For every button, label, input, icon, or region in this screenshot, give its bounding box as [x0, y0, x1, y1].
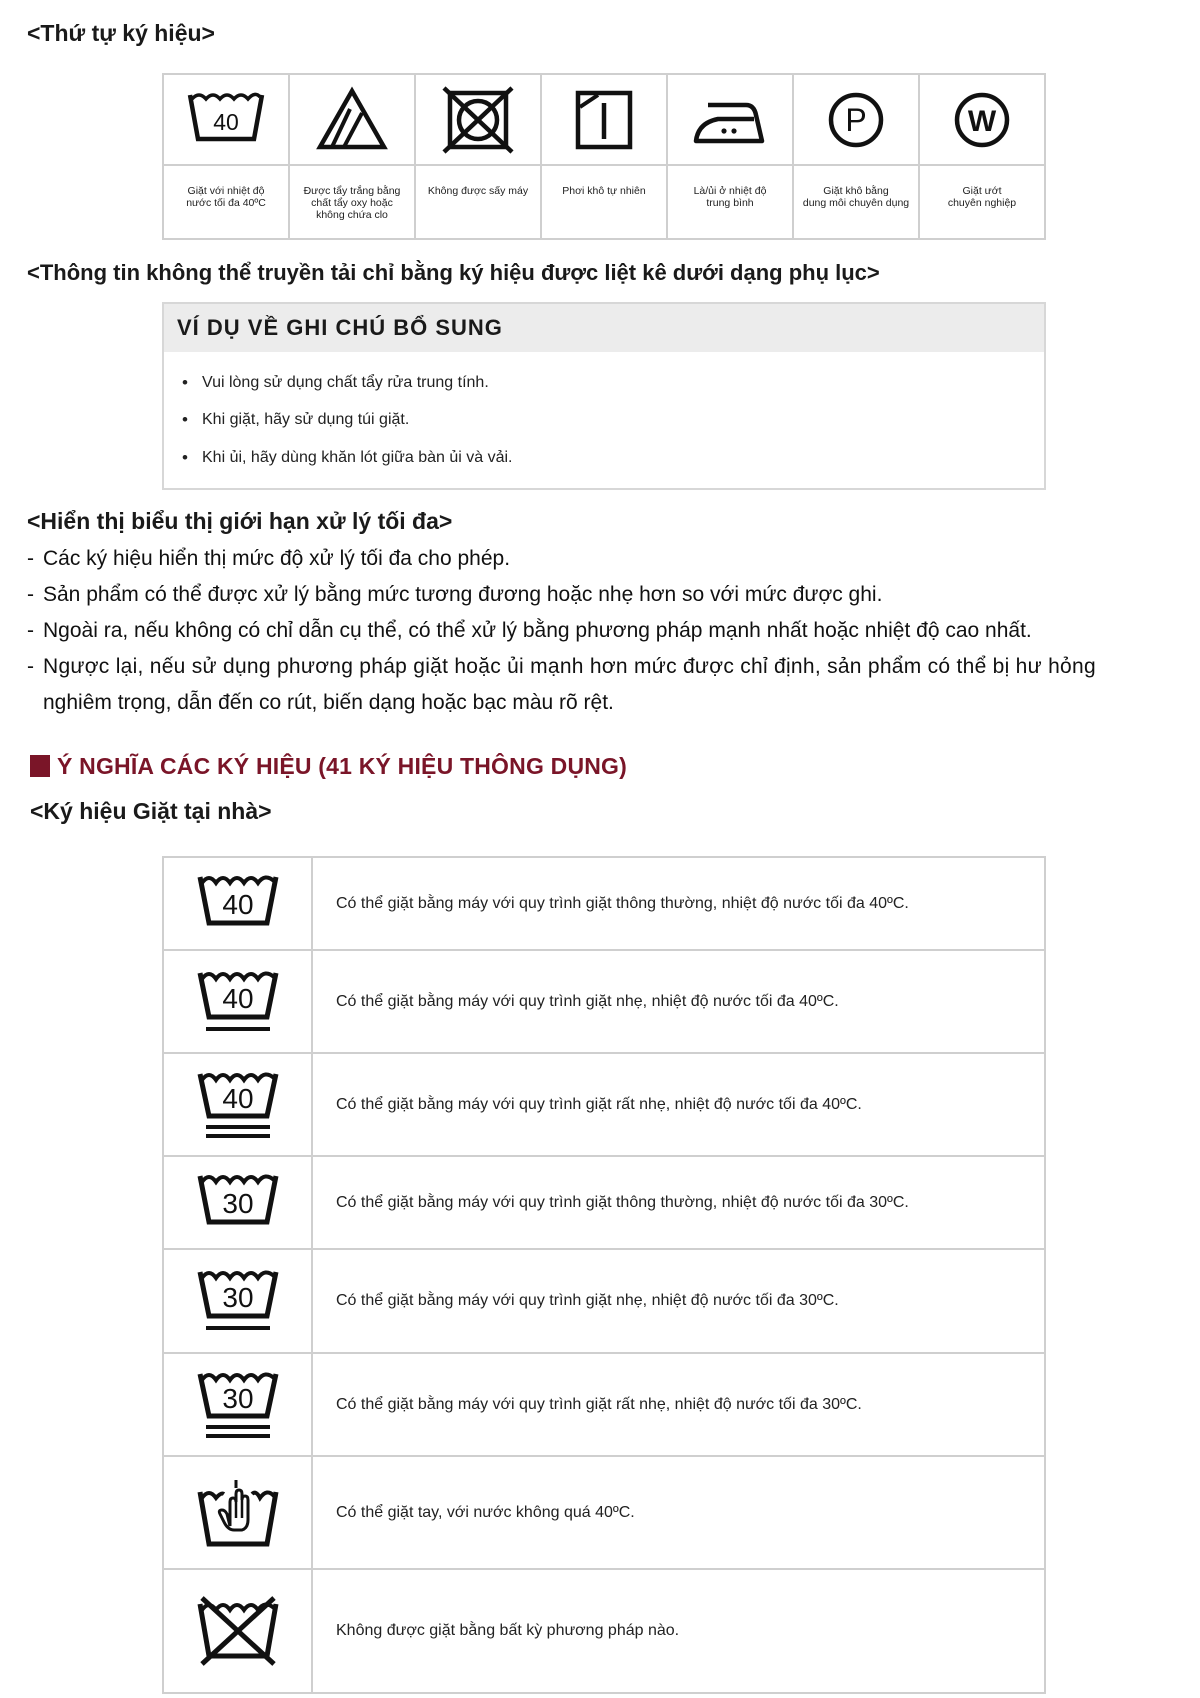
limit-text: Ngoài ra, nếu không có chỉ dẫn cụ thể, có thể xử lý bằng phương pháp mạnh nhất hoặc nhiệt độ cao nhất.: [43, 619, 1032, 642]
section-order-title: <Thứ tự ký hiệu>: [27, 20, 215, 46]
no-tumble-dry-icon: [438, 85, 518, 155]
wash-description: Có thể giặt tay, với nước không quá 40ºC.: [336, 1503, 635, 1521]
notes-box: [162, 302, 1046, 490]
order-caption: Giặt với nhiệt độ nước tối đa 40ºC: [186, 185, 266, 209]
wash-description: Có thể giặt bằng máy với quy trình giặt rất nhẹ, nhiệt độ nước tối đa 40ºC.: [336, 1095, 862, 1113]
dry-clean-p-icon: [816, 85, 896, 155]
wash-number: 40: [221, 982, 254, 1014]
notes-heading: VÍ DỤ VỀ GHI CHÚ BỔ SUNG: [164, 304, 1044, 352]
wash-description: Có thể giặt bằng máy với quy trình giặt nhẹ, nhiệt độ nước tối đa 30ºC.: [336, 1292, 839, 1309]
order-cell-no-tumble-dry: [416, 75, 542, 238]
wash-description: Không được giặt bằng bất kỳ phương pháp nào.: [336, 1622, 680, 1639]
wash-number: 30: [221, 1187, 254, 1219]
hand-wash-icon: [196, 1476, 280, 1550]
table-row: [164, 1250, 1044, 1354]
wash-30-normal-icon: [196, 1166, 280, 1240]
section-appendix-title: <Thông tin không thể truyền tải chỉ bằng ký hiệu được liệt kê dưới dạng phụ lục>: [27, 260, 880, 285]
wash-30-very-gentle-icon: [196, 1368, 280, 1442]
order-cell-dry-clean: [794, 75, 920, 238]
table-row: [164, 858, 1044, 951]
table-row: [164, 951, 1044, 1054]
dry-clean-letter: P: [845, 101, 867, 138]
wash-number: 40: [221, 1082, 254, 1114]
wash-40-gentle-icon: [196, 965, 280, 1039]
order-cell-iron: [668, 75, 794, 238]
order-caption: Là/ủi ở nhiệt độ trung bình: [693, 185, 767, 209]
wash-number: 30: [221, 1382, 254, 1414]
note-item: • Vui lòng sử dụng chất tẩy rửa trung tính.: [202, 374, 489, 392]
order-cell-wet-clean: [920, 75, 1044, 238]
iron-medium-heat-icon: [690, 85, 770, 155]
do-not-wash-icon: [196, 1594, 280, 1668]
wash-description: Có thể giặt bằng máy với quy trình giặt thông thường, nhiệt độ nước tối đa 30ºC.: [336, 1193, 909, 1211]
list-dash: -: [27, 547, 34, 570]
wash-40-very-gentle-icon: [196, 1068, 280, 1142]
section-home-title: <Ký hiệu Giặt tại nhà>: [30, 798, 272, 824]
wash-40-normal-icon: [196, 867, 280, 941]
order-caption: Không được sấy máy: [427, 185, 529, 197]
section-meaning-title: Ý NGHĨA CÁC KÝ HIỆU (41 KÝ HIỆU THÔNG DỤNG): [57, 752, 628, 779]
table-row: [164, 1570, 1044, 1692]
limit-text: Ngược lại, nếu sử dụng phương pháp giặt hoặc ủi mạnh hơn mức được chỉ định, sản phẩm có thể bị hư hỏng: [43, 655, 1096, 678]
wet-clean-w-icon: [942, 85, 1022, 155]
order-cell-bleach: [290, 75, 416, 238]
table-row: [164, 1457, 1044, 1570]
order-caption: Giặt khô bằng dung môi chuyên dụng: [802, 185, 910, 209]
order-cell-wash-40: [164, 75, 290, 238]
wash-description: Có thể giặt bằng máy với quy trình giặt thông thường, nhiệt độ nước tối đa 40ºC.: [336, 894, 909, 912]
table-row: [164, 1054, 1044, 1157]
order-wash-number: 40: [213, 108, 239, 135]
order-caption: Giặt ướt chuyên nghiệp: [947, 185, 1017, 209]
section-meaning-header: [30, 751, 627, 781]
list-dash: -: [27, 619, 34, 642]
wet-clean-letter: W: [967, 104, 997, 138]
order-caption: Được tẩy trắng bằng chất tẩy oxy hoặc không chứa clo: [303, 185, 401, 221]
wash-tub-40-icon: [186, 85, 266, 155]
limit-text: nghiêm trọng, dẫn đến co rút, biến dạng hoặc bạc màu rõ rệt.: [43, 691, 614, 714]
order-caption: Phơi khô tự nhiên: [562, 185, 646, 197]
dry-flat-natural-icon: [564, 85, 644, 155]
bleach-oxygen-triangle-icon: [312, 85, 392, 155]
wash-description: Có thể giặt bằng máy với quy trình giặt nhẹ, nhiệt độ nước tối đa 40ºC.: [336, 992, 839, 1010]
limit-text: Các ký hiệu hiển thị mức độ xử lý tối đa cho phép.: [43, 547, 511, 570]
note-item: • Khi giặt, hãy sử dụng túi giặt.: [202, 411, 409, 429]
table-row: [164, 1354, 1044, 1457]
wash-number: 30: [221, 1282, 254, 1313]
wash-number: 40: [221, 888, 254, 920]
symbol-order-table: [162, 73, 1046, 240]
wash-description: Có thể giặt bằng máy với quy trình giặt rất nhẹ, nhiệt độ nước tối đa 30ºC.: [336, 1395, 862, 1413]
home-wash-table: [162, 856, 1046, 1694]
note-item: • Khi ủi, hãy dùng khăn lót giữa bàn ủi và vải.: [202, 449, 512, 467]
limit-text: Sản phẩm có thể được xử lý bằng mức tương đương hoặc nhẹ hơn so với mức được ghi.: [43, 583, 883, 606]
red-square-icon: [30, 755, 50, 777]
table-row: [164, 1157, 1044, 1250]
wash-30-gentle-icon: [196, 1264, 280, 1338]
list-dash: -: [27, 583, 34, 606]
list-dash: -: [27, 655, 34, 678]
section-limit-title: <Hiển thị biểu thị giới hạn xử lý tối đa>: [27, 508, 453, 534]
order-cell-dry-natural: [542, 75, 668, 238]
